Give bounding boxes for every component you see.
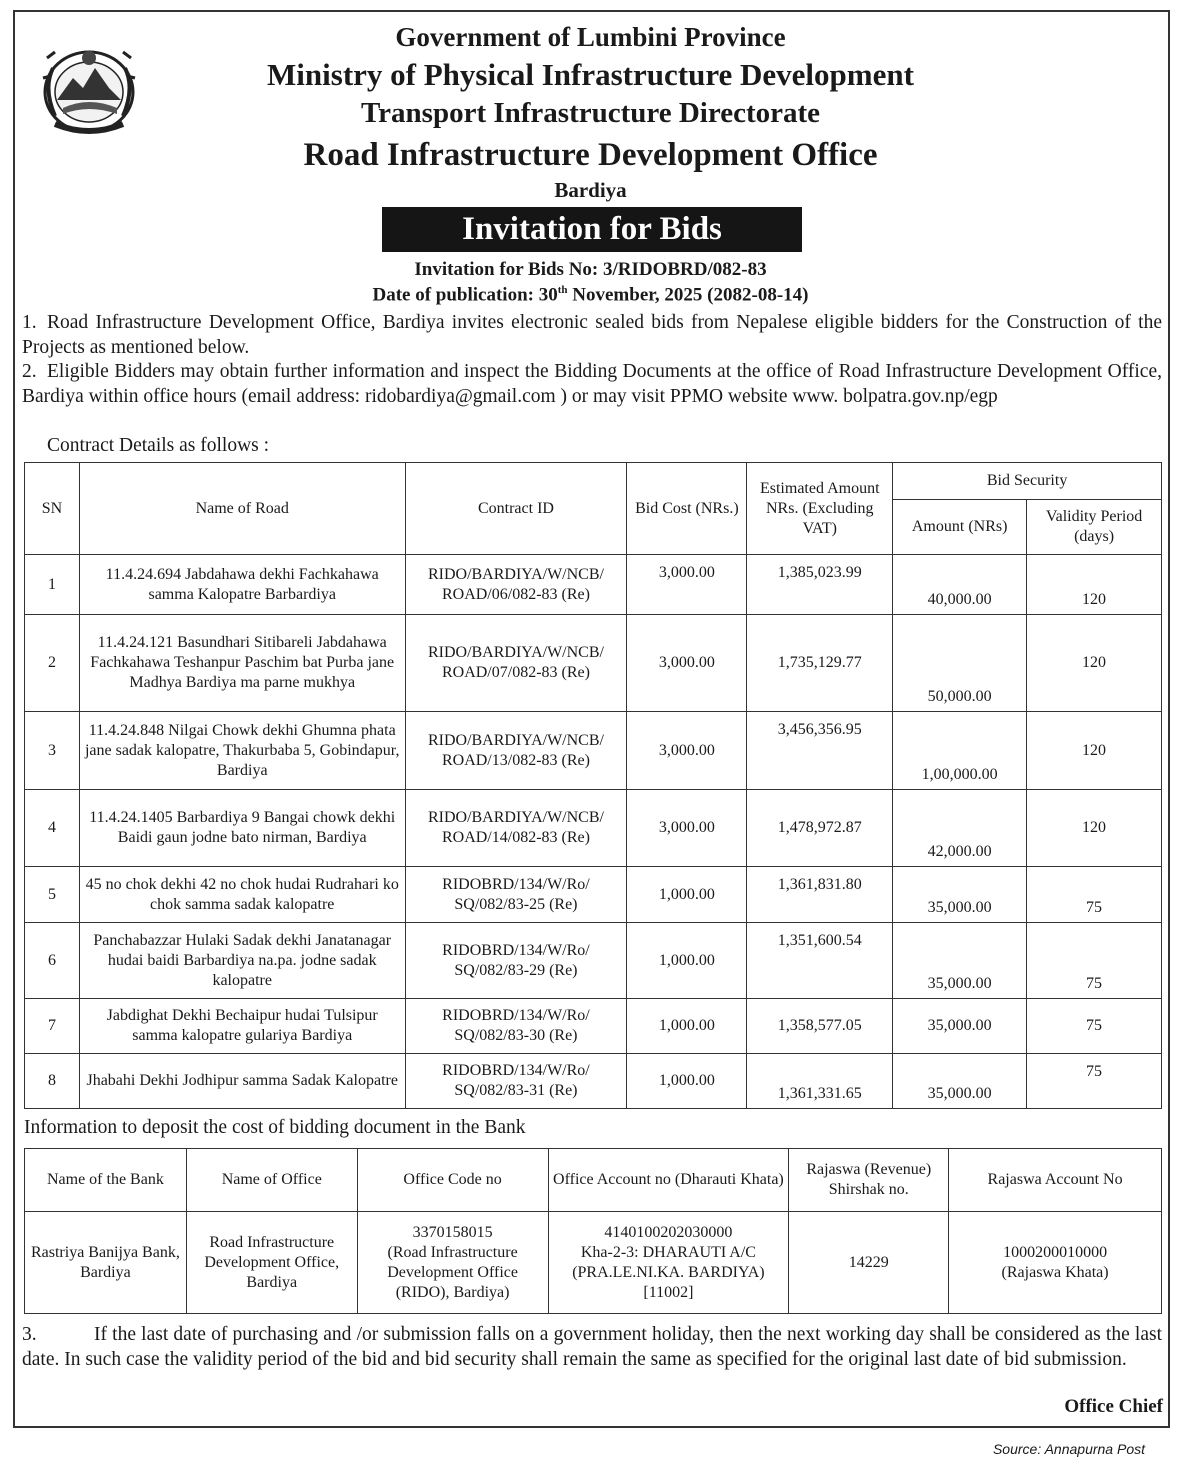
row-contract-id: RIDO/BARDIYA/W/NCB/ ROAD/13/082-83 (Re) (405, 712, 627, 790)
row-contract-id: RIDOBRD/134/W/Ro/ SQ/082/83-31 (Re) (405, 1054, 627, 1109)
row-bid-cost: 1,000.00 (627, 867, 747, 923)
office-code-number: 3370158015 (412, 1223, 493, 1241)
paragraph-text: Eligible Bidders may obtain further information and inspect the Bidding Documents at the office of Road Infrastructure Development Office, Bardiya within office hours (email address: ridobardiya@gmail.com ) or may visit PPMO website www. bolpatra.gov.np/egp (22, 361, 1162, 407)
rajaswa-account-text: (Rajaswa Khata) (1001, 1263, 1109, 1281)
row-estimate: 1,385,023.99 (747, 555, 893, 615)
publication-suffix: November, 2025 (2082-08-14) (567, 284, 809, 306)
row-road-name: 11.4.24.1405 Barbardiya 9 Bangai chowk dekhi Baidi gaun jodne bato nirman, Bardiya (79, 790, 405, 867)
row-contract-id: RIDOBRD/134/W/Ro/ SQ/082/83-30 (Re) (405, 999, 627, 1054)
paragraph-number: 1. (22, 312, 37, 333)
row-road-name: Panchabazzar Hulaki Sadak dekhi Janatanagar hudai baidi Barbardiya na.pa. jodne sadak kalopatre (79, 923, 405, 999)
office-code-cell (357, 1212, 548, 1314)
publication-date (0, 284, 1181, 306)
row-validity: 75 (1027, 923, 1162, 999)
contract-row (25, 555, 1162, 615)
paragraph-2 (22, 359, 1162, 409)
row-bid-cost: 3,000.00 (627, 555, 747, 615)
row-security-amount: 35,000.00 (893, 867, 1027, 923)
row-road-name: 45 no chok dekhi 42 no chok hudai Rudrahari ko chok samma sadak kalopatre (79, 867, 405, 923)
row-contract-id: RIDOBRD/134/W/Ro/ SQ/082/83-25 (Re) (405, 867, 627, 923)
row-estimate: 1,478,972.87 (747, 790, 893, 867)
row-security-amount: 35,000.00 (893, 999, 1027, 1054)
header-location: Bardiya (554, 178, 627, 202)
row-road-name: Jhabahi Dekhi Jodhipur samma Sadak Kalopatre (79, 1054, 405, 1109)
paragraph-3 (22, 1322, 1162, 1372)
publication-prefix: Date of publication: 30 (372, 284, 558, 306)
rajaswa-account-number: 1000200010000 (1003, 1243, 1108, 1261)
col-office-code: Office Code no (357, 1149, 548, 1212)
col-sn: SN (25, 463, 80, 555)
row-sn: 8 (25, 1054, 80, 1109)
row-estimate: 1,358,577.05 (747, 999, 893, 1054)
row-bid-cost: 3,000.00 (627, 712, 747, 790)
row-bid-cost: 1,000.00 (627, 923, 747, 999)
rajaswa-account-cell (949, 1212, 1162, 1314)
paragraph-text: Road Infrastructure Development Office, Bardiya invites electronic sealed bids from Nepalese eligible bidders for the Construction of the Projects as mentioned below. (22, 312, 1162, 358)
row-security-amount: 35,000.00 (893, 1054, 1027, 1109)
row-sn: 1 (25, 555, 80, 615)
col-office-account: Office Account no (Dharauti Khata) (548, 1149, 789, 1212)
row-validity: 120 (1027, 790, 1162, 867)
row-road-name: Jabdighat Dekhi Bechaipur hudai Tulsipur samma kalopatre gulariya Bardiya (79, 999, 405, 1054)
row-validity: 120 (1027, 712, 1162, 790)
col-bid-cost: Bid Cost (NRs.) (627, 463, 747, 555)
paragraph-1 (22, 310, 1162, 360)
office-account-number: 4140100202030000 (604, 1223, 733, 1241)
row-estimate: 1,735,129.77 (747, 615, 893, 712)
office-account-text: Kha-2-3: DHARAUTI A/C (PRA.LE.NI.KA. BARDIYA) [11002] (572, 1243, 765, 1301)
paragraph-number: 3. (22, 1324, 37, 1345)
row-security-amount: 40,000.00 (893, 555, 1027, 615)
row-sn: 3 (25, 712, 80, 790)
row-road-name: 11.4.24.848 Nilgai Chowk dekhi Ghumna phata jane sadak kalopatre, Thakurbaba 5, Gobindapur, Bardiya (79, 712, 405, 790)
row-road-name: 11.4.24.121 Basundhari Sitibareli Jabdahawa Fachkahawa Teshanpur Paschim bat Purba jane Madhya Bardiya ma parne mukhya (79, 615, 405, 712)
row-bid-cost: 1,000.00 (627, 1054, 747, 1109)
row-contract-id: RIDO/BARDIYA/W/NCB/ ROAD/14/082-83 (Re) (405, 790, 627, 867)
row-validity: 120 (1027, 555, 1162, 615)
contract-row (25, 1054, 1162, 1109)
row-sn: 4 (25, 790, 80, 867)
office-account-cell (548, 1212, 789, 1314)
row-contract-id: RIDOBRD/134/W/Ro/ SQ/082/83-29 (Re) (405, 923, 627, 999)
header-directorate: Transport Infrastructure Directorate (360, 97, 821, 129)
col-bid-security: Bid Security (893, 463, 1162, 500)
row-bid-cost: 1,000.00 (627, 999, 747, 1054)
contract-row (25, 923, 1162, 999)
col-bank-name: Name of the Bank (25, 1149, 187, 1212)
row-sn: 2 (25, 615, 80, 712)
paragraph-text: If the last date of purchasing and /or submission falls on a government holiday, then the next working day shall be considered as the last date. In such case the validity period of the bid and bid security shall remain the same as specified for the original last date of bid submission. (22, 1324, 1162, 1370)
row-security-amount: 35,000.00 (893, 923, 1027, 999)
contract-row (25, 867, 1162, 923)
bank-info-title: Information to deposit the cost of bidding document in the Bank (24, 1117, 526, 1138)
col-amount: Amount (NRs) (893, 500, 1027, 555)
header-government: Government of Lumbini Province (395, 22, 786, 52)
row-bid-cost: 3,000.00 (627, 615, 747, 712)
ifb-number: Invitation for Bids No: 3/RIDOBRD/082-83 (414, 259, 767, 280)
row-validity: 120 (1027, 615, 1162, 712)
col-contract-id: Contract ID (405, 463, 627, 555)
bank-name-cell: Rastriya Banijya Bank, Bardiya (25, 1212, 187, 1314)
col-estimate: Estimated Amount NRs. (Excluding VAT) (747, 463, 893, 555)
header-ministry: Ministry of Physical Infrastructure Development (267, 57, 914, 92)
signature-office-chief: Office Chief (1064, 1396, 1163, 1417)
row-contract-id: RIDO/BARDIYA/W/NCB/ ROAD/06/082-83 (Re) (405, 555, 627, 615)
col-road: Name of Road (79, 463, 405, 555)
row-contract-id: RIDO/BARDIYA/W/NCB/ ROAD/07/082-83 (Re) (405, 615, 627, 712)
col-validity: Validity Period (days) (1027, 500, 1162, 555)
publication-sup: th (557, 284, 568, 296)
invitation-banner: Invitation for Bids (382, 207, 802, 252)
row-sn: 6 (25, 923, 80, 999)
contract-row (25, 712, 1162, 790)
contract-table (24, 462, 1162, 1109)
rajaswa-cell: 14229 (789, 1212, 949, 1314)
paragraph-number: 2. (22, 361, 37, 382)
row-estimate: 3,456,356.95 (747, 712, 893, 790)
row-security-amount: 50,000.00 (893, 615, 1027, 712)
row-road-name: 11.4.24.694 Jabdahawa dekhi Fachkahawa samma Kalopatre Barbardiya (79, 555, 405, 615)
row-security-amount: 1,00,000.00 (893, 712, 1027, 790)
bank-table (24, 1148, 1162, 1314)
row-validity: 75 (1027, 999, 1162, 1054)
col-rajaswa: Rajaswa (Revenue) Shirshak no. (789, 1149, 949, 1212)
contract-row (25, 999, 1162, 1054)
header-office: Road Infrastructure Development Office (303, 137, 878, 173)
row-bid-cost: 3,000.00 (627, 790, 747, 867)
contract-row (25, 615, 1162, 712)
row-validity: 75 (1027, 867, 1162, 923)
contract-row (25, 790, 1162, 867)
row-sn: 7 (25, 999, 80, 1054)
row-validity: 75 (1027, 1054, 1162, 1109)
contract-rows (25, 555, 1162, 1109)
contract-details-label: Contract Details as follows : (47, 435, 270, 456)
row-sn: 5 (25, 867, 80, 923)
office-name-cell: Road Infrastructure Development Office, Bardiya (186, 1212, 357, 1314)
office-code-text: (Road Infrastructure Development Office (RIDO), Bardiya) (387, 1243, 518, 1301)
row-estimate: 1,361,331.65 (747, 1054, 893, 1109)
row-estimate: 1,351,600.54 (747, 923, 893, 999)
source-credit: Source: Annapurna Post (992, 1441, 1145, 1457)
col-rajaswa-account: Rajaswa Account No (949, 1149, 1162, 1212)
row-estimate: 1,361,831.80 (747, 867, 893, 923)
col-office-name: Name of Office (186, 1149, 357, 1212)
row-security-amount: 42,000.00 (893, 790, 1027, 867)
